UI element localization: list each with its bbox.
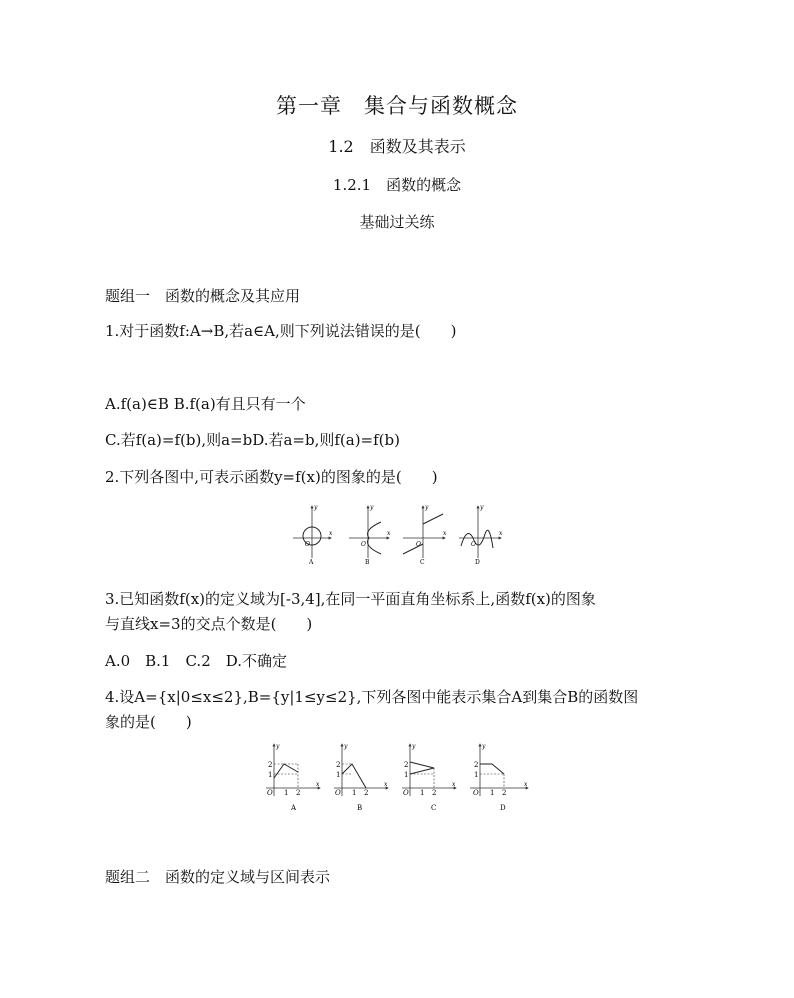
svg-text:x: x (387, 530, 391, 537)
q2-label-b: B (365, 559, 370, 566)
svg-text:x: x (316, 781, 320, 788)
svg-text:2: 2 (474, 761, 479, 769)
q3-options: A.0 B.1 C.2 D.不确定 (105, 652, 287, 670)
svg-text:2: 2 (502, 789, 507, 797)
q4-stem-line1: 4.设A={x|0≤x≤2},B={y|1≤y≤2},下列各图中能表示集合A到集合B的函数图 (105, 688, 639, 706)
svg-text:1: 1 (284, 789, 289, 797)
svg-text:x: x (443, 530, 447, 537)
q4-label-b: B (357, 804, 363, 812)
section-title: 1.2 函数及其表示 (328, 137, 466, 156)
svg-text:1: 1 (420, 789, 425, 797)
q2-label-a: A (309, 559, 314, 566)
q4-graph-d (470, 743, 528, 812)
svg-text:y: y (480, 504, 484, 511)
svg-text:1: 1 (490, 789, 495, 797)
practice-title: 基础过关练 (359, 213, 435, 231)
q2-figure (285, 500, 515, 570)
svg-text:O: O (471, 541, 476, 548)
svg-text:O: O (267, 789, 273, 797)
q4-graph-a (266, 743, 320, 812)
svg-text:1: 1 (352, 789, 357, 797)
q2-graph-a (293, 504, 333, 566)
svg-text:1: 1 (474, 771, 479, 779)
svg-text:2: 2 (364, 789, 369, 797)
q3-stem-line2: 与直线x=3的交点个数是( ) (105, 615, 313, 633)
svg-text:O: O (416, 541, 421, 548)
q2-stem: 2.下列各图中,可表示函数y=f(x)的图象的是( ) (105, 468, 438, 486)
svg-text:y: y (276, 743, 280, 750)
q1-options-line1: A.f(a)∈B B.f(a)有且只有一个 (105, 395, 306, 413)
q4-figure (258, 740, 538, 816)
subsection-title: 1.2.1 函数的概念 (332, 176, 462, 194)
chapter-title: 第一章 集合与函数概念 (276, 94, 518, 118)
q1-options-line2: C.若f(a)=f(b),则a=bD.若a=b,则f(a)=f(b) (105, 431, 400, 449)
group2-title: 题组二 函数的定义域与区间表示 (105, 868, 331, 886)
svg-text:y: y (370, 504, 374, 511)
svg-text:y: y (412, 743, 416, 750)
svg-text:x: x (499, 530, 503, 537)
svg-text:x: x (452, 781, 456, 788)
q2-graph-c (403, 504, 447, 566)
group1-title: 题组一 函数的概念及其应用 (105, 287, 301, 305)
svg-text:2: 2 (296, 789, 301, 797)
svg-text:y: y (482, 743, 486, 750)
q2-graph-d (459, 504, 503, 566)
q3-stem-line1: 3.已知函数f(x)的定义域为[-3,4],在同一平面直角坐标系上,函数f(x)的图象 (105, 590, 596, 608)
svg-text:y: y (314, 504, 318, 511)
svg-text:2: 2 (268, 761, 273, 769)
svg-text:O: O (335, 789, 341, 797)
svg-text:x: x (384, 781, 388, 788)
q2-label-d: D (475, 559, 480, 566)
svg-text:y: y (425, 504, 429, 511)
q4-graph-c (402, 743, 456, 812)
svg-text:O: O (403, 789, 409, 797)
svg-text:1: 1 (336, 771, 341, 779)
q4-stem-line2: 象的是( ) (105, 713, 192, 731)
svg-text:1: 1 (268, 771, 273, 779)
svg-text:2: 2 (404, 761, 409, 769)
q4-graph-b (334, 743, 388, 812)
q1-stem: 1.对于函数f:A→B,若a∈A,则下列说法错误的是( ) (105, 322, 457, 340)
svg-text:O: O (473, 789, 479, 797)
q4-label-c: C (431, 804, 437, 812)
svg-text:2: 2 (336, 761, 341, 769)
svg-text:O: O (305, 541, 310, 548)
svg-text:y: y (344, 743, 348, 750)
svg-text:1: 1 (404, 771, 409, 779)
svg-text:x: x (524, 781, 528, 788)
q4-label-d: D (500, 804, 506, 812)
q4-label-a: A (291, 804, 297, 812)
q2-label-c: C (420, 559, 425, 566)
svg-text:O: O (361, 541, 366, 548)
svg-text:2: 2 (432, 789, 437, 797)
q2-graph-b (349, 504, 391, 566)
svg-text:x: x (329, 530, 333, 537)
